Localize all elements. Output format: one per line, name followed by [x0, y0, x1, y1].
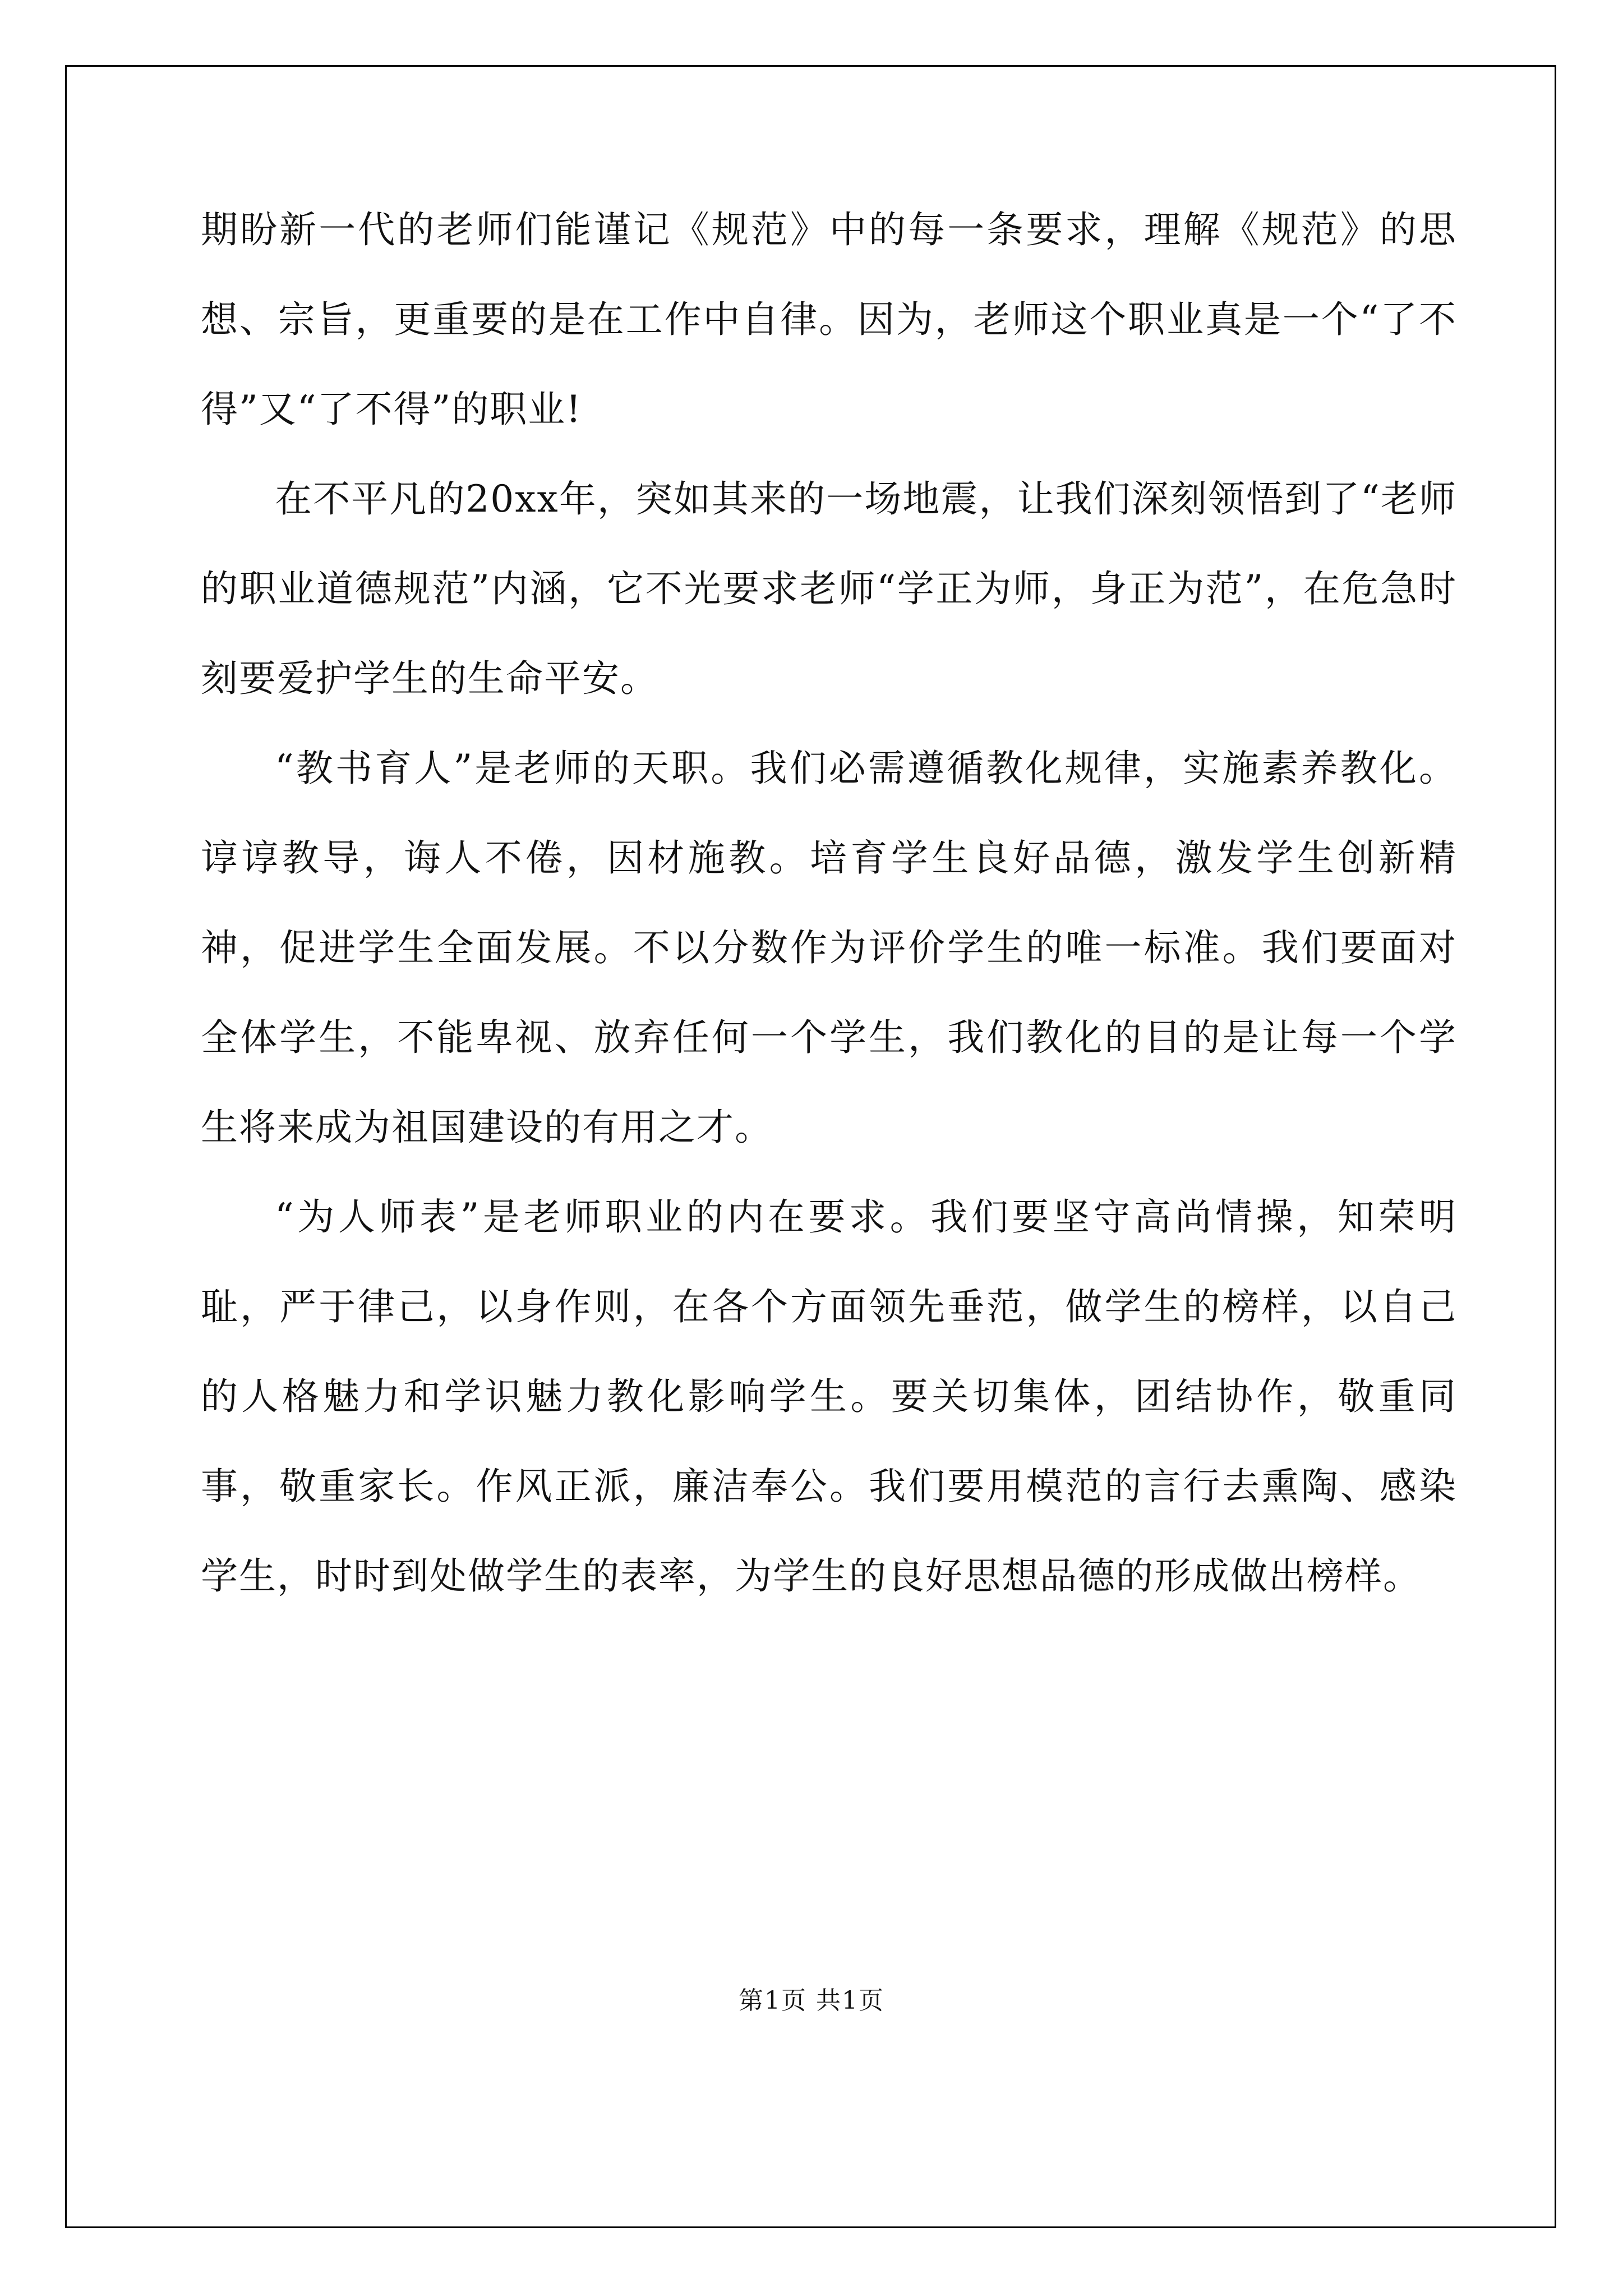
paragraph-2: 在不平凡的20xx年，突如其来的一场地震，让我们深刻领悟到了“老师的职业道德规范”内涵，它不光要求老师“学正为师，身正为范”，在危急时刻要爱护学生的生命平安。 — [201, 477, 1457, 700]
paragraph-3: “教书育人”是老师的天职。我们必需遵循教化规律，实施素养教化。谆谆教导，诲人不倦，因材施教。培育学生良好品德，激发学生创新精神，促进学生全面发展。不以分数作为评价学生的唯一标准。我们要面对全体学生，不能卑视、放弃任何一个学生，我们教化的目的是让每一个学生将来成为祖国建设的有用之才。 — [201, 747, 1457, 1149]
document-body — [201, 185, 1457, 1621]
page-number-footer: 第1页 共1页 — [739, 1986, 884, 2015]
paragraph-1: 期盼新一代的老师们能谨记《规范》中的每一条要求，理解《规范》的思想、宗旨，更重要的是在工作中自律。因为，老师这个职业真是一个“了不得”又“了不得”的职业! — [201, 208, 1457, 431]
paragraph-4: “为人师表”是老师职业的内在要求。我们要坚守高尚情操，知荣明耻，严于律己，以身作则，在各个方面领先垂范，做学生的榜样，以自己的人格魅力和学识魅力教化影响学生。要关切集体，团结协作，敬重同事，敬重家长。作风正派，廉洁奉公。我们要用模范的言行去熏陶、感染学生，时时到处做学生的表率，为学生的良好思想品德的形成做出榜样。 — [201, 1195, 1457, 1598]
